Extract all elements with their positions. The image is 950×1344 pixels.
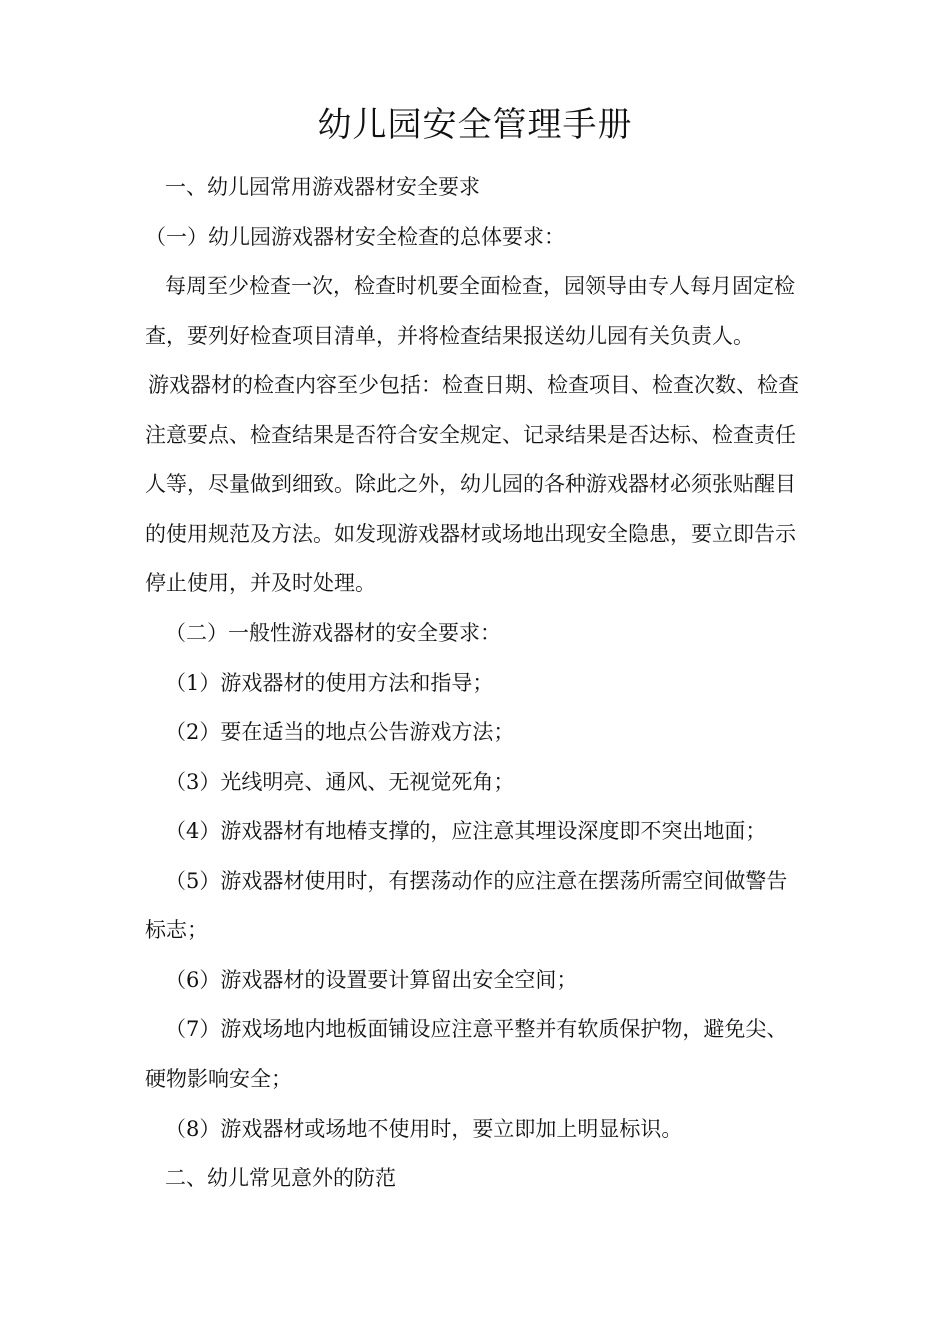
list-item: （3）光线明亮、通风、无视觉死角； xyxy=(165,770,515,794)
list-item: （8）游戏器材或场地不使用时，要立即加上明显标识。 xyxy=(165,1117,683,1141)
section-heading-2: 二、幼儿常见意外的防范 xyxy=(165,1166,396,1190)
document-title: 幼儿园安全管理手册 xyxy=(317,105,633,145)
list-item: （2）要在适当的地点公告游戏方法； xyxy=(165,720,515,744)
subsection-heading-1: （一）幼儿园游戏器材安全检查的总体要求： xyxy=(145,225,565,249)
paragraph-line: 注意要点、检查结果是否符合安全规定、记录结果是否达标、检查责任 xyxy=(145,423,796,447)
paragraph-line: 的使用规范及方法。如发现游戏器材或场地出现安全隐患，要立即告示 xyxy=(145,522,796,546)
list-item: （6）游戏器材的设置要计算留出安全空间； xyxy=(165,968,578,992)
list-item-continuation: 标志； xyxy=(145,918,208,942)
paragraph-line: 人等，尽量做到细致。除此之外，幼儿园的各种游戏器材必须张贴醒目 xyxy=(145,472,796,496)
list-item: （5）游戏器材使用时，有摆荡动作的应注意在摆荡所需空间做警告 xyxy=(165,869,788,893)
list-item: （4）游戏器材有地椿支撑的，应注意其埋设深度即不突出地面； xyxy=(165,819,767,843)
list-item-continuation: 硬物影响安全； xyxy=(145,1067,292,1091)
paragraph-line: 查，要列好检查项目清单，并将检查结果报送幼儿园有关负责人。 xyxy=(145,324,754,348)
list-item: （1）游戏器材的使用方法和指导； xyxy=(165,671,494,695)
paragraph-line: 停止使用，并及时处理。 xyxy=(145,571,376,595)
list-item: （7）游戏场地内地板面铺设应注意平整并有软质保护物，避免尖、 xyxy=(165,1017,788,1041)
subsection-heading-2: （二）一般性游戏器材的安全要求： xyxy=(165,621,501,645)
section-heading-1: 一、幼儿园常用游戏器材安全要求 xyxy=(165,175,480,199)
paragraph-line: 游戏器材的检查内容至少包括：检查日期、检查项目、检查次数、检查 xyxy=(148,373,799,397)
paragraph-line: 每周至少检查一次，检查时机要全面检查，园领导由专人每月固定检 xyxy=(165,274,795,298)
